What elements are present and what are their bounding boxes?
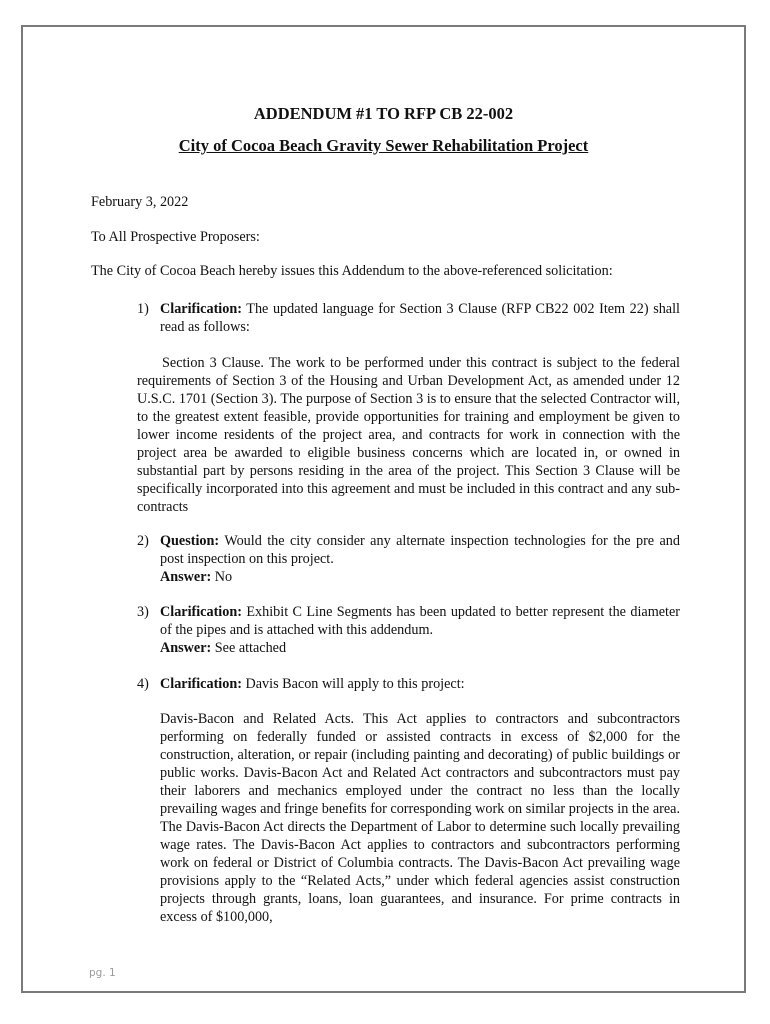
item-body [160, 300, 680, 336]
item-number: 1) [137, 301, 149, 317]
project-subtitle: City of Cocoa Beach Gravity Sewer Rehabilitation Project [178, 136, 589, 155]
section3-clause-paragraph: Section 3 Clause. The work to be performed under this contract is subject to the federal requirements of Section 3 of the Housing and Urban Development Act, as amended under 12 U.S.C. 1701 (Section 3). The purpose of Section 3 is to ensure that the selected Contractor will, to the greatest extent feasible, provide opportunities for training and employment be given to lower income residents of the project area, and contracts for work in connection with the project area be awarded to eligible business concerns which are located in, or owned in substantial part by persons residing in the area of the project. This Section 3 Clause will be specifically incorporated into this agreement and must be included in this contract and any sub-contracts [137, 355, 680, 515]
answer-label: Answer: [160, 640, 212, 656]
item-body [160, 675, 680, 693]
answer-label: Answer: [160, 569, 212, 585]
item-label: Clarification: [160, 676, 242, 692]
item-text: Davis Bacon will apply to this project: [245, 676, 465, 692]
item-text: Exhibit C Line Segments has been updated to better represent the diameter of the pipes and is attached with this addendum. [160, 604, 681, 638]
salutation: To All Prospective Proposers: [91, 229, 260, 245]
answer-line [160, 639, 680, 657]
item-body [160, 532, 680, 586]
answer-line [160, 568, 680, 586]
document-date: February 3, 2022 [91, 194, 189, 210]
document-page [21, 25, 746, 993]
item-label: Clarification: [160, 604, 242, 620]
list-item [137, 300, 680, 336]
item-text: Would the city consider any alternate inspection technologies for the pre and post inspection on this project. [160, 533, 680, 567]
page-number: pg. 1 [89, 967, 116, 979]
addendum-title: ADDENDUM #1 TO RFP CB 22-002 [253, 104, 514, 123]
list-item [137, 532, 680, 586]
list-item [137, 675, 680, 693]
item-number: 4) [137, 676, 149, 692]
list-item [137, 603, 680, 657]
item-label: Clarification: [160, 301, 242, 317]
item-number: 3) [137, 604, 149, 620]
item-body [160, 603, 680, 657]
item-label: Question: [160, 533, 220, 549]
item-number: 2) [137, 533, 149, 549]
intro-paragraph: The City of Cocoa Beach hereby issues this Addendum to the above-referenced solicitation: [91, 263, 613, 279]
answer-text: No [214, 569, 233, 585]
item-text: The updated language for Section 3 Clause (RFP CB22 002 Item 22) shall read as follows: [160, 301, 680, 335]
answer-text: See attached [214, 640, 287, 656]
davis-bacon-paragraph: Davis-Bacon and Related Acts. This Act applies to contractors and subcontractors performing on federally funded or assisted contracts in excess of $2,000 for the construction, alteration, or repair (including painting and decorating) of public buildings or public works. Davis-Bacon Act and Related Act contractors and subcontractors must pay their laborers and mechanics employed under the contract no less than the locally prevailing wages and fringe benefits for corresponding work on similar projects in the area. The Davis-Bacon Act directs the Department of Labor to determine such locally prevailing wage rates. The Davis-Bacon Act applies to contractors and subcontractors performing work on federal or District of Columbia contracts. The Davis-Bacon Act prevailing wage provisions apply to the “Related Acts,” under which federal agencies assist construction projects through grants, loans, loan guarantees, and insurance. For prime contracts in excess of $100,000, [160, 711, 680, 925]
